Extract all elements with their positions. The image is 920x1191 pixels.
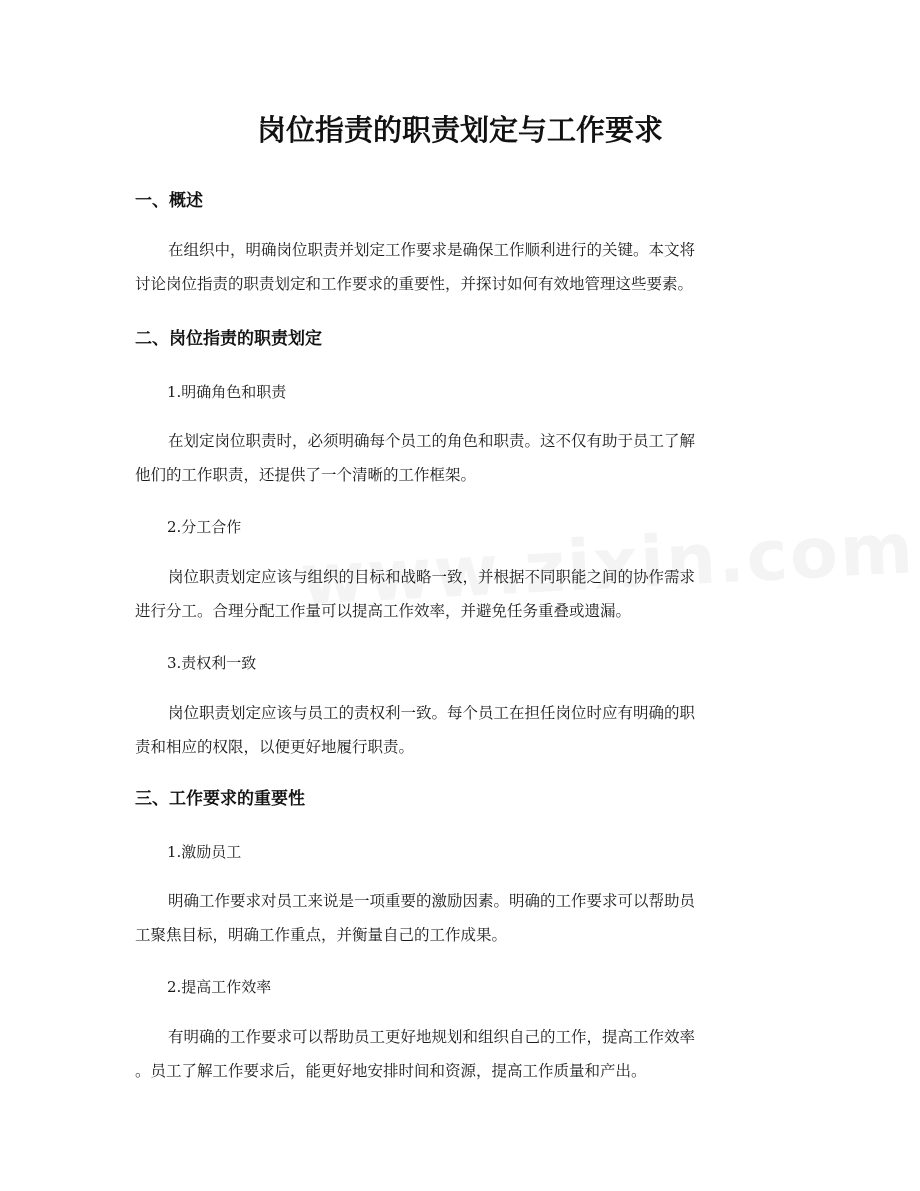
item-paragraph: [135, 424, 785, 492]
item-paragraph: [135, 696, 785, 764]
paragraph-line: 进行分工。合理分配工作量可以提高工作效率，并避免任务重叠或遗漏。: [135, 602, 632, 620]
item-title: 2.提高工作效率: [167, 978, 272, 996]
paragraph-line: 他们的工作职责，还提供了一个清晰的工作框架。: [135, 466, 477, 484]
item-paragraph: [135, 1020, 785, 1088]
item-title: 1.明确角色和职责: [167, 383, 287, 401]
paragraph-line: 有明确的工作要求可以帮助员工更好地规划和组织自己的工作，提高工作效率: [168, 1028, 696, 1046]
section-heading-overview: 一、概述: [135, 191, 203, 211]
page-title: 岗位指责的职责划定与工作要求: [256, 113, 663, 147]
paragraph-line: 在组织中，明确岗位职责并划定工作要求是确保工作顺利进行的关键。本文将: [168, 241, 696, 259]
paragraph-line: 在划定岗位职责时，必须明确每个员工的角色和职责。这不仅有助于员工了解: [168, 432, 696, 450]
paragraph-line: 岗位职责划定应该与组织的目标和战略一致，并根据不同职能之间的协作需求: [168, 568, 696, 586]
item-title: 3.责权利一致: [167, 654, 257, 672]
item-title: 2.分工合作: [167, 518, 242, 536]
paragraph-line: 明确工作要求对员工来说是一项重要的激励因素。明确的工作要求可以帮助员: [168, 892, 696, 910]
paragraph-line: 岗位职责划定应该与员工的责权利一致。每个员工在担任岗位时应有明确的职: [168, 704, 696, 722]
overview-paragraph: [135, 233, 785, 301]
paragraph-line: 讨论岗位指责的职责划定和工作要求的重要性，并探讨如何有效地管理这些要素。: [135, 275, 694, 293]
section-heading-work-requirements: 三、工作要求的重要性: [135, 789, 305, 809]
section-heading-duty-division: 二、岗位指责的职责划定: [135, 329, 322, 349]
paragraph-line: 工聚焦目标，明确工作重点，并衡量自己的工作成果。: [135, 926, 508, 944]
paragraph-line: 责和相应的权限，以便更好地履行职责。: [135, 738, 415, 756]
item-paragraph: [135, 560, 785, 628]
item-title: 1.激励员工: [167, 843, 242, 861]
paragraph-line: 。员工了解工作要求后，能更好地安排时间和资源，提高工作质量和产出。: [135, 1062, 647, 1080]
item-paragraph: [135, 884, 785, 952]
